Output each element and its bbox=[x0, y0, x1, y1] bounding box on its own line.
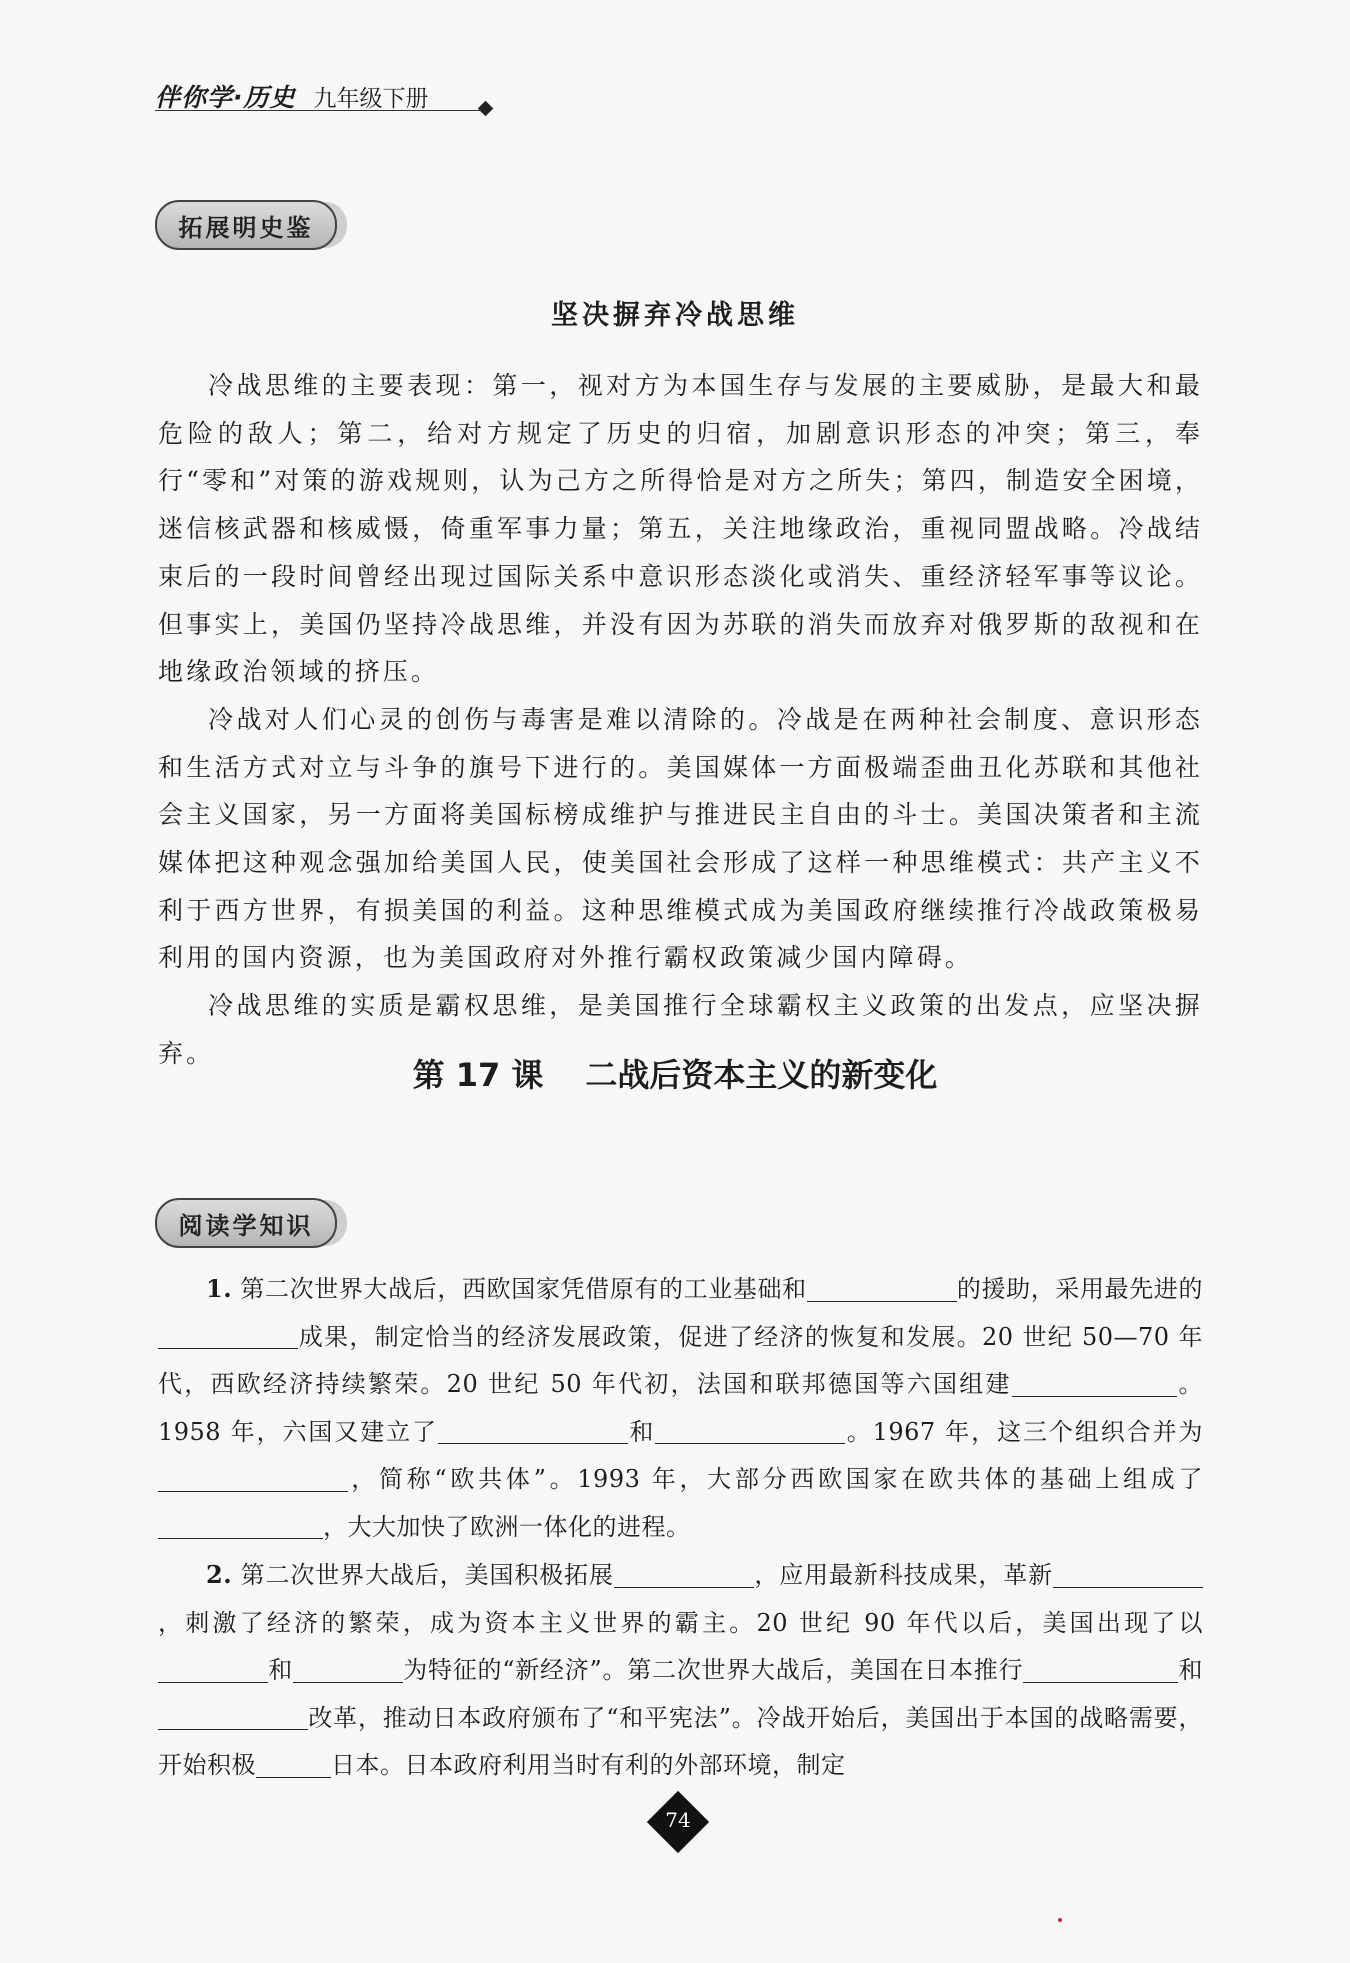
fill-blank[interactable] bbox=[1053, 1562, 1203, 1588]
exercise-item bbox=[158, 1265, 1203, 1551]
exercise-number: 2. bbox=[206, 1560, 233, 1589]
exercise-text: 第二次世界大战后，美国积极拓展 bbox=[240, 1561, 614, 1589]
fill-blank[interactable] bbox=[655, 1418, 845, 1444]
exercise-text: 第二次世界大战后，西欧国家凭借原有的工业基础和 bbox=[240, 1275, 807, 1303]
page-number: 74 bbox=[665, 1808, 691, 1832]
fill-blank[interactable] bbox=[158, 1513, 323, 1539]
fill-blank[interactable] bbox=[438, 1418, 628, 1444]
lesson-name: 二战后资本主义的新变化 bbox=[585, 1056, 938, 1094]
exercise-text: ，刺激了经济的繁荣，成为资本主义世界的霸主。20 世纪 90 年代以后，美国出现了以 bbox=[158, 1608, 1203, 1637]
fill-blank[interactable] bbox=[1012, 1371, 1177, 1397]
exercise-item bbox=[158, 1551, 1203, 1790]
reading-paragraph: 冷战对人们心灵的创伤与毒害是难以清除的。冷战是在两种社会制度、意识形态和生活方式对立与斗争的旗号下进行的。美国媒体一方面极端歪曲丑化苏联和其他社会主义国家，另一方面将美国标榜成维护与推进民主自由的斗士。美国决策者和主流媒体把这种观念强加给美国人民，使美国社会形成了这样一种思维模式：共产主义不利于西方世界，有损美国的利益。这种思维模式成为美国政府继续推行冷战政策极易利用的国内资源，也为美国政府对外推行霸权政策减少国内障碍。 bbox=[158, 704, 1203, 973]
header-rule bbox=[155, 110, 485, 111]
reading-paragraph: 冷战思维的实质是霸权思维，是美国推行全球霸权主义政策的出发点，应坚决摒弃。 bbox=[158, 991, 1203, 1068]
exercise-text: 的援助，采用最先进的 bbox=[956, 1275, 1203, 1303]
exercise-number: 1. bbox=[206, 1274, 233, 1303]
exercise-text: 日本。日本政府利用当时有利的外部环境，制定 bbox=[331, 1751, 846, 1779]
fill-blank[interactable] bbox=[807, 1276, 957, 1302]
extended-reading-title: 坚决摒弃冷战思维 bbox=[551, 300, 799, 331]
fill-blank[interactable] bbox=[158, 1323, 298, 1349]
fill-blank[interactable] bbox=[293, 1657, 403, 1683]
fill-blank[interactable] bbox=[158, 1704, 308, 1730]
exercise-text: 。1967 年，这三个组织合并为 bbox=[845, 1417, 1203, 1446]
lesson-title bbox=[0, 1050, 1350, 1096]
reading-paragraph: 冷战思维的主要表现：第一，视对方为本国生存与发展的主要威胁，是最大和最危险的敌人；第二，给对方规定了历史的归宿，加剧意识形态的冲突；第三，奉行“零和”对策的游戏规则，认为己方之所得恰是对方之所失；第四，制造安全困境，迷信核武器和核威慑，倚重军事力量；第五，关注地缘政治，重视同盟战略。冷战结束后的一段时间曾经出现过国际关系中意识形态淡化或消失、重经济轻军事等议论。但事实上，美国仍坚持冷战思维，并没有因为苏联的消失而放弃对俄罗斯的敌视和在地缘政治领域的挤压。 bbox=[158, 371, 1203, 687]
scan-speck bbox=[1058, 1918, 1062, 1922]
lesson-number: 第 17 课 bbox=[412, 1056, 544, 1094]
exercise-text: 和 bbox=[1178, 1656, 1203, 1684]
fill-blank[interactable] bbox=[256, 1752, 331, 1778]
exercise-text: ，简称“欧共体”。1993 年，大部分西欧国家在欧共体的基础上组成了 bbox=[348, 1465, 1203, 1493]
fill-blank[interactable] bbox=[158, 1657, 268, 1683]
exercise-text: 和 bbox=[268, 1656, 293, 1684]
section-badge-reading: 阅读学知识 bbox=[155, 1198, 337, 1248]
page-header bbox=[155, 78, 429, 114]
exercise-list bbox=[158, 1265, 1203, 1790]
fill-blank[interactable] bbox=[614, 1562, 754, 1588]
book-title: 伴你学·历史 bbox=[155, 83, 296, 112]
exercise-text: 为特征的“新经济”。第二次世界大战后，美国在日本推行 bbox=[403, 1656, 1024, 1684]
header-diamond-icon bbox=[478, 101, 494, 117]
exercise-text: 成果，制定恰当的经济发展政策，促进了经济的恢复和发展。20 世纪 50—70 年代，西欧经济持续繁荣。20 世纪 50 年代初，法国和联邦德国等六国组建 bbox=[158, 1322, 1203, 1398]
fill-blank[interactable] bbox=[1023, 1657, 1178, 1683]
section-badge-extended: 拓展明史鉴 bbox=[155, 200, 337, 250]
exercise-text: ，大大加快了欧洲一体化的进程。 bbox=[323, 1512, 691, 1541]
fill-blank[interactable] bbox=[158, 1466, 348, 1492]
exercise-text: 改革，推动日本政府颁布了“和平宪法”。冷战开始后，美国出于本国的战略需要，开始积极 bbox=[158, 1703, 1203, 1779]
exercise-text: ，应用最新科技成果，革新 bbox=[753, 1561, 1054, 1589]
exercise-text: 和 bbox=[627, 1417, 656, 1446]
grade-label: 九年级下册 bbox=[313, 86, 429, 112]
exercise-text: 。1958 年，六国又建立了 bbox=[158, 1370, 1204, 1446]
extended-reading-body bbox=[158, 362, 1203, 1078]
